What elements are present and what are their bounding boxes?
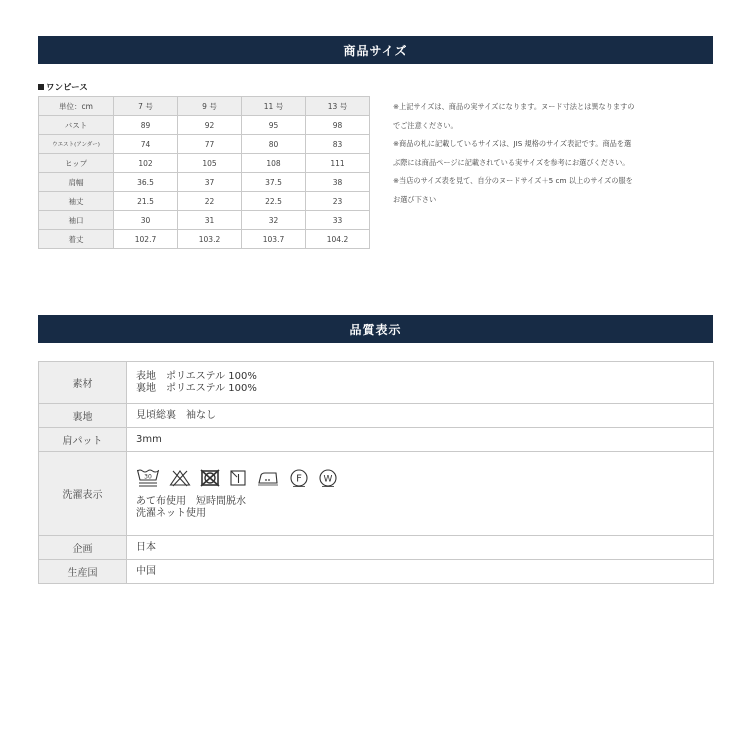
- table-row: [39, 173, 370, 192]
- material-value: [127, 362, 714, 404]
- size-section-title: 商品サイズ: [343, 43, 408, 58]
- table-row: [39, 192, 370, 211]
- table-cell: 102: [114, 154, 178, 173]
- table-cell: 33: [306, 211, 370, 230]
- size-table-header-row: [39, 97, 370, 116]
- care-symbols: [136, 468, 713, 488]
- note-line: お選び下さい: [393, 194, 437, 204]
- table-cell: 31: [178, 211, 242, 230]
- row-label-hip: ヒップ: [39, 154, 114, 173]
- size-header-11: 11 号: [242, 97, 306, 116]
- note-line: ぶ際には商品ページに記載されている実サイズを参考にお選びください。: [393, 157, 630, 167]
- table-cell: 105: [178, 154, 242, 173]
- table-cell: 38: [306, 173, 370, 192]
- size-notes: [393, 98, 715, 210]
- size-section-header: [38, 36, 713, 64]
- table-row: [39, 404, 714, 428]
- note-line: でご注意ください。: [393, 120, 458, 130]
- table-cell: 111: [306, 154, 370, 173]
- quality-section-header: [38, 315, 713, 343]
- row-label-cuff: 袖口: [39, 211, 114, 230]
- row-label-sleeve-length: 袖丈: [39, 192, 114, 211]
- origin-label: 生産国: [39, 560, 127, 584]
- row-label-waist: ウエスト(アンダー): [39, 135, 114, 154]
- row-label-shoulder: 肩幅: [39, 173, 114, 192]
- wet-clean-w-icon: [318, 468, 338, 488]
- iron-low-icon: [256, 470, 280, 486]
- table-row: [39, 428, 714, 452]
- row-label-length: 着丈: [39, 230, 114, 249]
- table-cell: 104.2: [306, 230, 370, 249]
- table-cell: 30: [114, 211, 178, 230]
- line-dry-icon: [229, 469, 247, 487]
- subheading-text: ワンピース: [46, 83, 88, 93]
- lining-value: 見頃総裏 袖なし: [127, 404, 714, 428]
- dress-subheading: [38, 81, 88, 93]
- table-row: [39, 560, 714, 584]
- table-cell: 77: [178, 135, 242, 154]
- origin-value: 中国: [127, 560, 714, 584]
- size-table: [38, 96, 370, 249]
- wash-temp: 30: [144, 473, 152, 480]
- table-cell: 21.5: [114, 192, 178, 211]
- care-line-1: あて布使用 短時間脱水: [136, 495, 246, 507]
- wash-30-gentle-icon: [136, 468, 160, 488]
- table-cell: 89: [114, 116, 178, 135]
- table-cell: 103.2: [178, 230, 242, 249]
- square-bullet-icon: [38, 84, 44, 90]
- table-cell: 37: [178, 173, 242, 192]
- planning-label: 企画: [39, 536, 127, 560]
- table-row: [39, 135, 370, 154]
- table-row: [39, 211, 370, 230]
- note-line: ※商品の札に記載しているサイズは、JIS 規格のサイズ表記です。商品を選: [393, 139, 632, 149]
- unit-header: 単位：cm: [39, 97, 114, 116]
- planning-value: 日本: [127, 536, 714, 560]
- table-cell: 22: [178, 192, 242, 211]
- table-cell: 83: [306, 135, 370, 154]
- no-tumble-dry-icon: [200, 469, 220, 487]
- care-label: 洗濯表示: [39, 452, 127, 536]
- f-letter: F: [296, 473, 302, 484]
- lining-label: 裏地: [39, 404, 127, 428]
- care-value: [127, 452, 714, 536]
- size-header-7: 7 号: [114, 97, 178, 116]
- table-row: [39, 536, 714, 560]
- no-bleach-icon: [169, 469, 191, 487]
- note-line: ※当店のサイズ表を見て、自分のヌードサイズ＋5 cm 以上のサイズの服を: [393, 176, 633, 186]
- size-header-13: 13 号: [306, 97, 370, 116]
- table-cell: 108: [242, 154, 306, 173]
- table-cell: 103.7: [242, 230, 306, 249]
- table-row: [39, 154, 370, 173]
- table-cell: 80: [242, 135, 306, 154]
- table-row: [39, 116, 370, 135]
- shoulder-pad-label: 肩パット: [39, 428, 127, 452]
- material-line-outer: 表地 ポリエステル 100%: [136, 370, 257, 382]
- shoulder-pad-value: 3mm: [127, 428, 714, 452]
- table-cell: 32: [242, 211, 306, 230]
- note-line: ※上記サイズは、商品の実サイズになります。ヌード寸法とは異なりますの: [393, 102, 635, 111]
- table-cell: 74: [114, 135, 178, 154]
- quality-section-title: 品質表示: [349, 322, 402, 337]
- table-row: [39, 230, 370, 249]
- row-label-bust: バスト: [39, 116, 114, 135]
- quality-table: [38, 361, 714, 584]
- table-cell: 37.5: [242, 173, 306, 192]
- w-letter: W: [323, 474, 333, 484]
- table-cell: 102.7: [114, 230, 178, 249]
- table-row: [39, 362, 714, 404]
- material-line-lining: 裏地 ポリエステル 100%: [136, 382, 257, 394]
- table-cell: 92: [178, 116, 242, 135]
- size-header-9: 9 号: [178, 97, 242, 116]
- table-row: [39, 452, 714, 536]
- table-cell: 22.5: [242, 192, 306, 211]
- material-label: 素材: [39, 362, 127, 404]
- dry-clean-f-icon: [289, 468, 309, 488]
- table-cell: 95: [242, 116, 306, 135]
- care-line-2: 洗濯ネット使用: [136, 507, 206, 519]
- table-cell: 36.5: [114, 173, 178, 192]
- table-cell: 23: [306, 192, 370, 211]
- table-cell: 98: [306, 116, 370, 135]
